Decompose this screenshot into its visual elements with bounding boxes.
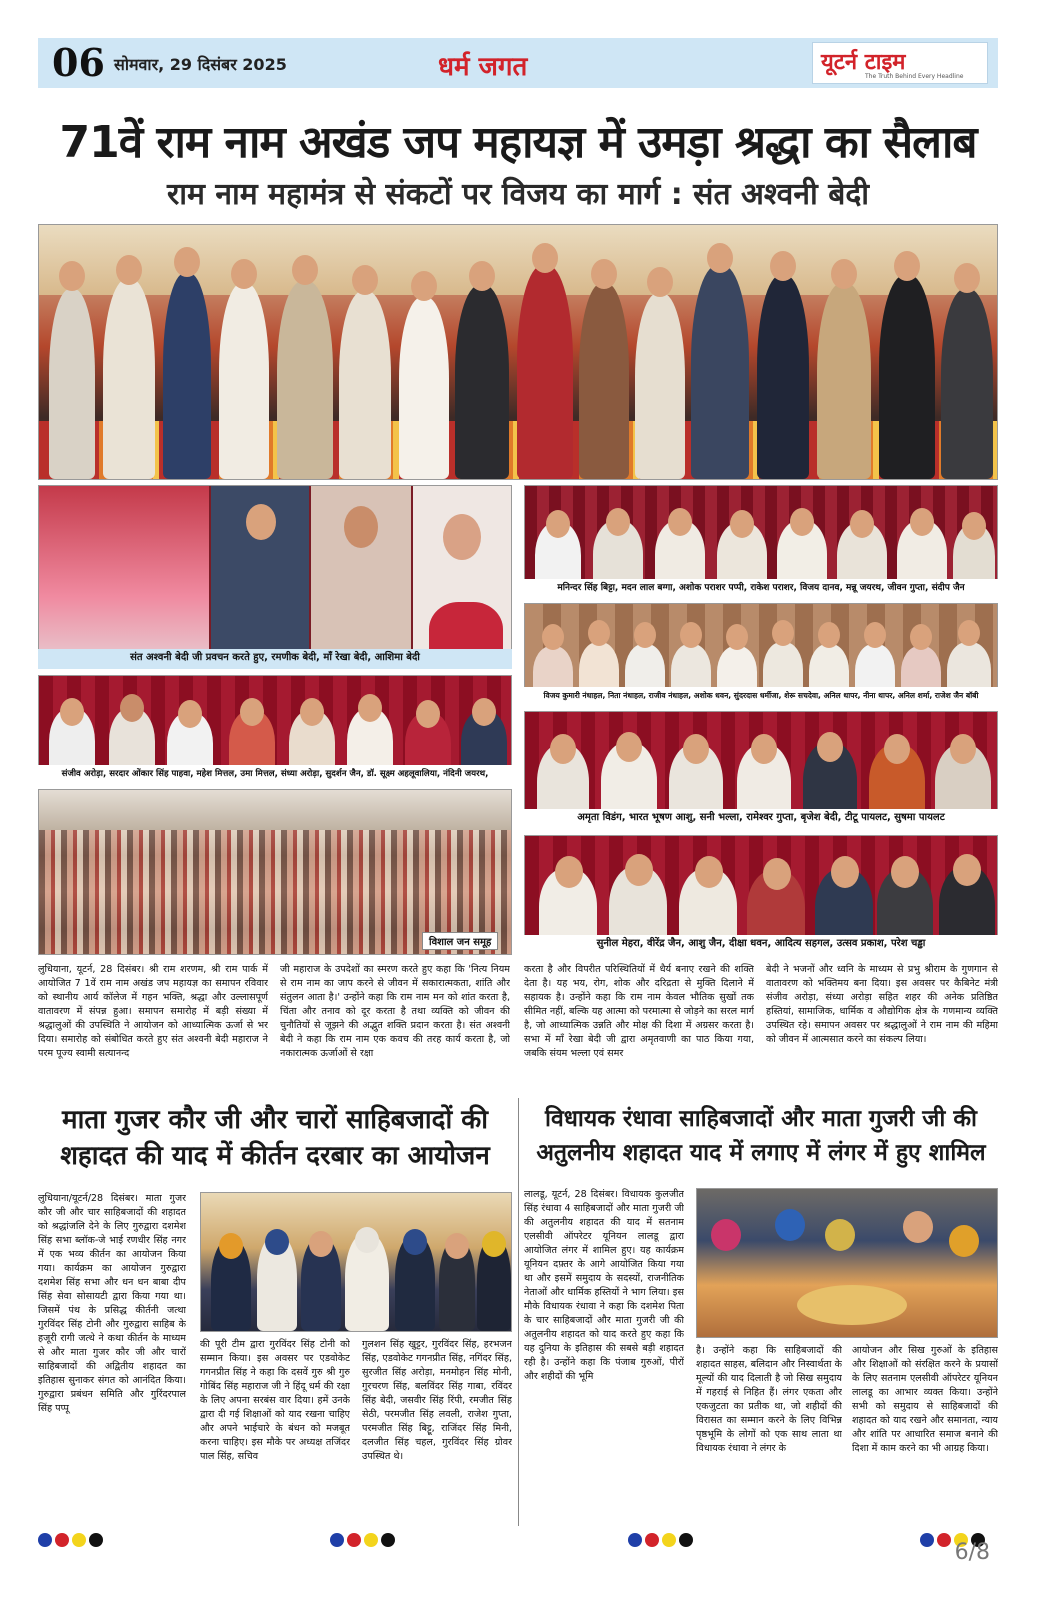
- logo-text: यूटर्न टाइम: [821, 50, 906, 75]
- main-story-column-3: करता है और विपरीत परिस्थितियों में धैर्य बनाए रखने की शक्ति देता है। यह भय, रोग, शोक और दरिद्रता से मुक्ति दिलाने में सहायक है। उन्होंने कहा कि राम नाम केवल भौतिक सुखों तक सीमित नहीं, बल्कि यह आत्मा को परमात्मा से जोड़ने का सरल मार्ग है, जो आध्यात्मिक उन्नति और मोक्ष की दिशा में अग्रसर करता है। सभा में माँ रेखा बेदी जी द्वारा अमृतवाणी का पाठ किया गया, जबकि संयम भल्ला एवं समर: [524, 964, 754, 1059]
- caption-row-c: संजीव अरोड़ा, सरदार ओंकार सिंह पाहवा, महेश मित्तल, उमा मित्तल, संध्या अरोड़ा, सुदर्शन जैन, डॉ. सूक्ष्म अहलूवालिया, नंदिनी जयरथ,: [38, 765, 512, 783]
- crowd-photo: [38, 789, 512, 955]
- right-story-column-3: आयोजन और सिख गुरुओं के इतिहास और शिक्षाओं को संरक्षित करने के प्रयासों के लिए सतनाम एलसीवी ऑपरेटर यूनियन लालडू का आभार व्यक्त किया। उन्होंने सभी को समुदाय से साहिबजादों की शहादत को याद रखने और समानता, न्याय और शांति पर आधारित समाज बनाने की दिशा में काम करने का भी आग्रह किया।: [852, 1345, 998, 1454]
- right-story-column-1: लालडू, यूटर्न, 28 दिसंबर। विधायक कुलजीत सिंह रंधावा 4 साहिबजादों और माता गुजरी जी की अतुलनीय शहादत की याद में सतनाम एलसीवी ऑपरेटर यूनियन लालडू द्वारा आयोजित लंगर में शामिल हुए। यह कार्यक्रम यूनियन दफ़्तर के आगे आयोजित किया गया था और इसमें समुदाय के सदस्यों, राजनीतिक नेताओं और धार्मिक हस्तियों ने भाग लिया। इस मौके विधायक रंधावा ने कहा कि दशमेश पिता के चार साहिबजादों और माता गुजरी जी की अतुलनीय शहादत को याद करते हुए कहा कि यह दुनिया के इतिहास की सबसे बड़ी शहादत रही है। उन्होंने कहा कि पंजाब गुरुओं, पीरों और शहीदों की भूमि: [524, 1189, 684, 1382]
- caption-row-d: अमृता विडंग, भारत भूषण आशु, सनी भल्ला, रामेश्वर गुप्ता, बृजेश बेदी, टीटू पायलट, सुषमा पायलट: [524, 809, 998, 829]
- caption-row-e: सुनील मेहरा, वीरेंद्र जैन, आशु जैन, दीक्षा धवन, आदित्य सहगल, उत्सव प्रकाश, परेश चड्ढा: [524, 935, 998, 955]
- newspaper-page: [38, 38, 998, 1538]
- logo-tagline: The Truth Behind Every Headline: [865, 73, 964, 80]
- column-divider: [518, 1098, 519, 1526]
- issue-date: सोमवार, 29 दिसंबर 2025: [114, 55, 287, 74]
- caption-crowd: विशाल जन समूह: [422, 932, 498, 950]
- right-story-headline-line2: अतुलनीय शहादत याद में लगाए में लंगर में हुए शामिल: [536, 1140, 986, 1166]
- caption-row-b: विजय कुमारी नंधाहल, निता नंधाहल, राजीव नंधाहल, अशोक धवन, सुंदरदास धर्मीजा, शेरू सचदेवा, अनिल थापर, नीना थापर, अनिल शर्मा, राजेश जैन बॉबी: [524, 687, 998, 705]
- registration-marks-2: [330, 1532, 398, 1548]
- main-subheadline: राम नाम महामंत्र से संकटों पर विजय का मार्ग : संत अश्वनी बेदी: [166, 177, 870, 212]
- newspaper-logo: [812, 42, 988, 84]
- section-title: धर्म जगत: [438, 52, 528, 82]
- main-story-column-1: लुधियाना, यूटर्न, 28 दिसंबर। श्री राम शरणम, श्री राम पार्क में आयोजित 7 1वें राम नाम अखंड जप महायज्ञ का समापन रविवार को स्थानीय आर्य कॉलेज में गहन भक्ति, श्रद्धा और उल्लासपूर्ण वातावरण में संपन्न हुआ। समापन समारोह में बड़ी संख्या में श्रद्धालुओं की उपस्थिति ने आयोजन को आध्यात्मिक ऊर्जा से भर दिया। समारोह को संबोधित करते हुए संत अश्वनी बेदी महाराज ने परम पूज्य स्वामी सत्यानन्द: [38, 964, 268, 1059]
- main-story-column-2: जी महाराज के उपदेशों का स्मरण करते हुए कहा कि 'नित्य नियम से राम नाम का जाप करने से जीवन में सकारात्मकता, शांति और संतुलन आता है।' उन्होंने कहा कि राम नाम मन को शांत करता है, चिंता और तनाव को दूर करता है तथा व्यक्ति को जीवन की चुनौतियों से जूझने की अद्भुत शक्ति प्रदान करता है। संत अश्वनी बेदी ने कहा कि राम नाम एक कवच की तरह कार्य करता है, जो नकारात्मक ऊर्जाओं से रक्षा: [280, 964, 510, 1059]
- left-story-column-2: की पूरी टीम द्वारा गुरविंदर सिंह टोनी को सम्मान किया। इस अवसर पर एडवोकेट गगनप्रीत सिंह ने कहा कि दसवें गुरु श्री गुरु गोबिंद सिंह महाराज जी ने हिंदू धर्म की रक्षा के लिए अपना सरबंस वार दिया। हमें उनके द्वारा दी गई शिक्षाओं को याद रखना चाहिए और अपने भाईचारे के बंधन को मजबूत करना चाहिए। इस मौके पर अध्यक्ष तजिंदर पाल सिंह, सचिव: [200, 1339, 350, 1462]
- page-number: 06: [52, 40, 105, 85]
- left-story-headline: [38, 1102, 512, 1174]
- main-headline: 71वें राम नाम अखंड जप महायज्ञ में उमड़ा श्रद्धा का सैलाब: [59, 117, 977, 168]
- stage-group-photo: [38, 224, 998, 480]
- kirtan-group-photo: [200, 1192, 512, 1332]
- caption-pravachan: संत अश्वनी बेदी जी प्रवचन करते हुए, रमणीक बेदी, माँ रेखा बेदी, आशिमा बेदी: [38, 649, 512, 669]
- caption-row-a: मनिन्दर सिंह बिट्टा, मदन लाल बग्गा, अशोक पराशर पप्पी, राकेश पराशर, विजय दानव, मन्नू जयरथ, जीवन गुप्ता, संदीप जैन: [524, 579, 998, 597]
- right-story-headline: [524, 1102, 998, 1170]
- page-indicator: 6/8: [954, 1540, 990, 1565]
- right-story-headline-line1: विधायक रंधावा साहिबजादों और माता गुजरी जी की: [545, 1106, 977, 1132]
- registration-marks-1: [38, 1532, 106, 1548]
- right-story-column-2: है। उन्होंने कहा कि साहिबजादों की शहादत साहस, बलिदान और निस्वार्थता के मूल्यों की याद दिलाती है जो सिख समुदाय में गहराई से निहित हैं। लंगर एकता और एकजुटता का प्रतीक था, जो शहीदों की विरासत का सम्मान करने के लिए विभिन्न पृष्ठभूमि के लोगों को एक साथ लाता था विधायक रंधावा ने लंगर के: [696, 1345, 842, 1454]
- main-story-column-4: बेदी ने भजनों और ध्वनि के माध्यम से प्रभु श्रीराम के गुणगान से वातावरण को भक्तिमय बना दिया। इस अवसर पर कैबिनेट मंत्री संजीव अरोड़ा, संध्या अरोड़ा सहित शहर की अनेक प्रतिष्ठित हस्तियां, सामाजिक, धार्मिक व औद्योगिक क्षेत्र के गणमान्य व्यक्ति उपस्थित रहे। समापन अवसर पर श्रद्धालुओं ने राम नाम की महिमा को जीवन में आत्मसात करने का संकल्प लिया।: [766, 964, 998, 1045]
- left-story-column-1: लुधियाना/यूटर्न/28 दिसंबर। माता गुजर कौर जी और चार साहिबजादों की शहादत को श्रद्धांजलि देने के लिए गुरुद्वारा दशमेश सिंह सभा ब्लॉक-जे भाई रणधीर सिंह नगर में एक भव्य कीर्तन का आयोजन किया गया। कार्यक्रम का आयोजन गुरुद्वारा दशमेश सिंह सभा और धन धन बाबा दीप सिंह सेवा सोसायटी द्वारा किया गया था। जिसमें पंथ के प्रसिद्ध कीर्तनी जत्था गुरविंदर सिंह टोनी और गुरुद्वारा साहिब के हजूरी रागी जत्थे ने कथा कीर्तन के माध्यम से और माता गुजर कौर जी और चारों साहिबजादों की अद्वितीय शहादत का इतिहास सुनाकर संगत को आनंदित किया। गुरुद्वारा प्रबंधन समिति और गुरिंदरपाल सिंह पप्पू: [38, 1193, 186, 1414]
- masthead: [38, 38, 998, 88]
- left-story-headline-line1: माता गुजर कौर जी और चारों साहिबजादों की: [62, 1105, 488, 1135]
- registration-marks-3: [628, 1532, 696, 1548]
- left-story-column-3: गुलशन सिंह खुट्टर, गुरविंदर सिंह, हरभजन सिंह, एडवोकेट गगनप्रीत सिंह, नगिंदर सिंह, सुरजीत सिंह अरोड़ा, मनमोहन सिंह मोनी, गुरचरण सिंह, बलविंदर सिंह गाबा, रविंदर सिंह बेदी, जसवीर सिंह रिंपी, रमजीत सिंह सेठी, परमजीत सिंह लवली, राजेश गुप्ता, परमजीत सिंह बिट्टू, राजिंदर सिंह मिनी, दलजीत सिंह चहल, गुरविंदर सिंह ग्रोवर उपस्थित थे।: [362, 1339, 512, 1462]
- left-story-headline-line2: शहादत की याद में कीर्तन दरबार का आयोजन: [60, 1141, 490, 1171]
- langar-photo: [696, 1188, 998, 1338]
- pravachan-photo: [38, 485, 512, 669]
